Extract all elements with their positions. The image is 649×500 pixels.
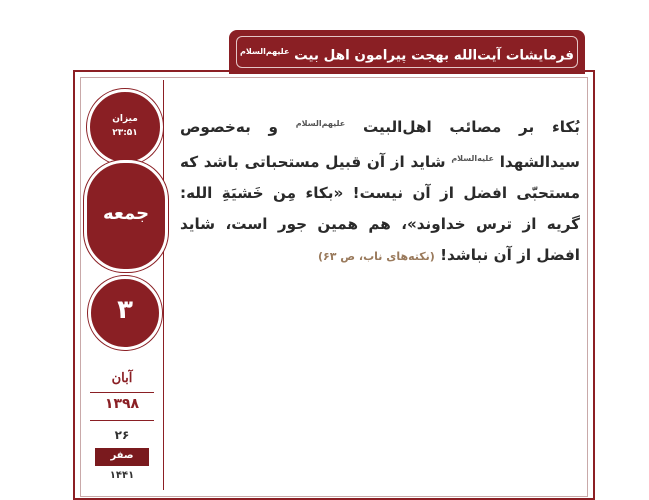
- month-name: آبان: [111, 371, 133, 386]
- day-number: ۳: [117, 295, 133, 325]
- hijri-day: ۲۶: [114, 428, 130, 442]
- day-name: جمعه: [102, 203, 150, 224]
- day-number-ornament: [88, 276, 162, 350]
- quote-part-2: و به‌خصوص سیدالشهدا: [180, 118, 580, 172]
- time-value: ۲۳:۵۱: [112, 128, 138, 138]
- day-name-ornament: [84, 160, 168, 272]
- hijri-month: صفر: [110, 450, 134, 461]
- quote-part-1: بُکاء بر مصائب اهل‌البیت: [362, 118, 580, 137]
- time-ornament: [87, 89, 163, 165]
- reference: (نکته‌های ناب، ص ۶۳): [317, 250, 435, 264]
- salutation-1: علیهم‌السلام: [295, 119, 346, 128]
- quote-part-3: شاید از آن قبیل مستحباتی باشد که مستحبّی افضل از آن نیست! «بکاء مِن خَشیَةِ الله: گریه از ترس خداوند»، هم همین جور است، شاید افضل از آن نباشد!: [180, 153, 580, 265]
- salutation-2: علیه‌السلام: [451, 154, 494, 164]
- time-label: میزان: [112, 114, 138, 124]
- hijri-year: ۱۴۴۱: [109, 470, 135, 481]
- banner-title-text: فرمایشات آیت‌الله بهجت پیرامون اهل بیت: [294, 47, 574, 64]
- divider-line: [90, 392, 154, 393]
- quote-text: [180, 108, 580, 272]
- year: ۱۳۹۸: [104, 396, 140, 412]
- banner-title: [236, 36, 578, 68]
- divider-line: [90, 420, 154, 421]
- banner-salutation: علیهم‌السلام: [240, 47, 290, 56]
